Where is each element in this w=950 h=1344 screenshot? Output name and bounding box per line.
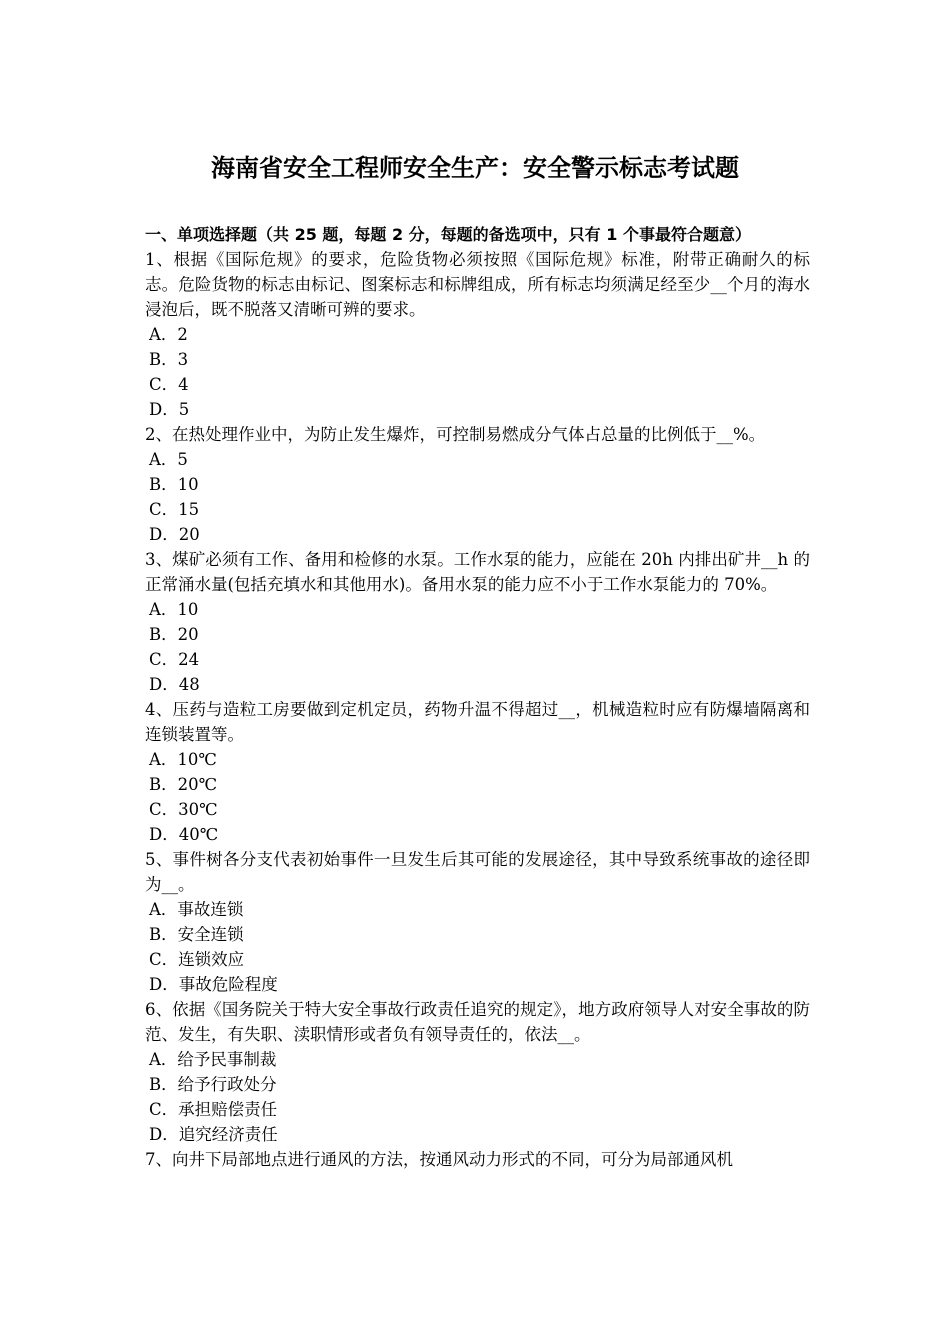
answer-option: D．48 [149, 675, 200, 694]
answer-option: B．20 [149, 625, 199, 644]
question-block [145, 847, 810, 997]
option-list [145, 897, 810, 997]
section-header: 一、单项选择题（共 25 题，每题 2 分，每题的备选项中，只有 1 个事最符合题意） [145, 225, 751, 244]
answer-option: D．追究经济责任 [149, 1125, 278, 1144]
question-block [145, 422, 810, 547]
answer-option: A．事故连锁 [149, 900, 244, 919]
question-block [145, 547, 810, 697]
question-list [145, 247, 810, 1172]
answer-option: C．4 [149, 375, 189, 394]
question-stem: 7、向井下局部地点进行通风的方法，按通风动力形式的不同，可分为局部通风机 [145, 1150, 733, 1169]
option-list [145, 1047, 810, 1147]
answer-option: B．给予行政处分 [149, 1075, 277, 1094]
question-block [145, 1147, 810, 1172]
answer-option: D．5 [149, 400, 190, 419]
answer-option: A．给予民事制裁 [149, 1050, 277, 1069]
question-stem: 2、在热处理作业中，为防止发生爆炸，可控制易燃成分气体占总量的比例低于__%。 [145, 425, 766, 444]
answer-option: A．10 [149, 600, 199, 619]
option-list [145, 322, 810, 422]
answer-option: D．事故危险程度 [149, 975, 278, 994]
answer-option: A．10℃ [149, 750, 217, 769]
question-block [145, 247, 810, 422]
answer-option: D．20 [149, 525, 200, 544]
answer-option: C．24 [149, 650, 200, 669]
answer-option: D．40℃ [149, 825, 219, 844]
answer-option: B．安全连锁 [149, 925, 244, 944]
answer-option: C．15 [149, 500, 200, 519]
option-list [145, 447, 810, 547]
question-stem: 5、事件树各分支代表初始事件一旦发生后其可能的发展途径，其中导致系统事故的途径即为__。 [145, 850, 810, 894]
answer-option: B．3 [149, 350, 189, 369]
question-block [145, 997, 810, 1147]
question-stem: 3、煤矿必须有工作、备用和检修的水泵。工作水泵的能力，应能在 20h 内排出矿井__h 的正常涌水量(包括充填水和其他用水)。备用水泵的能力应不小于工作水泵能力的 70%。 [145, 550, 810, 594]
question-stem: 6、依据《国务院关于特大安全事故行政责任追究的规定》，地方政府领导人对安全事故的防范、发生，有失职、渎职情形或者负有领导责任的，依法__。 [145, 1000, 810, 1044]
answer-option: A．2 [149, 325, 188, 344]
answer-option: C．连锁效应 [149, 950, 245, 969]
document-title: 海南省安全工程师安全生产：安全警示标志考试题 [211, 154, 739, 182]
document-body [145, 222, 810, 1172]
answer-option: B．10 [149, 475, 199, 494]
answer-option: A．5 [149, 450, 188, 469]
question-stem: 1、根据《国际危规》的要求，危险货物必须按照《国际危规》标准，附带正确耐久的标志。危险货物的标志由标记、图案标志和标牌组成，所有标志均须满足经至少__个月的海水浸泡后，既不脱落又清晰可辨的要求。 [145, 250, 810, 319]
answer-option: C．承担赔偿责任 [149, 1100, 278, 1119]
question-stem: 4、压药与造粒工房要做到定机定员，药物升温不得超过__，机械造粒时应有防爆墙隔离和连锁装置等。 [145, 700, 810, 744]
answer-option: C．30℃ [149, 800, 218, 819]
answer-option: B．20℃ [149, 775, 218, 794]
option-list [145, 747, 810, 847]
option-list [145, 597, 810, 697]
question-block [145, 697, 810, 847]
